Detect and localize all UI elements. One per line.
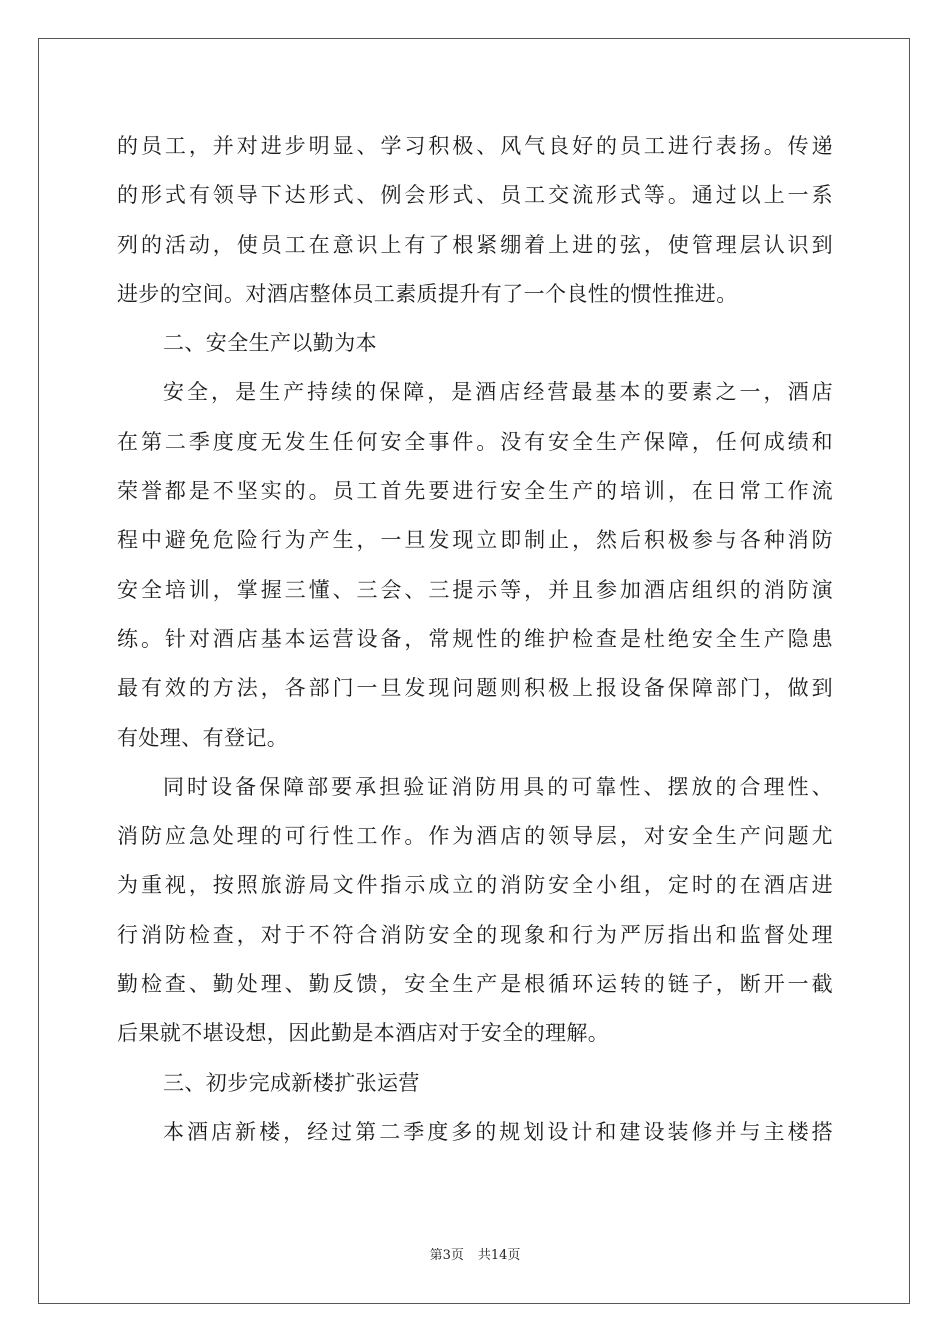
text-line: 消防应急处理的可行性工作。作为酒店的领导层，对安全生产问题尤: [117, 824, 833, 849]
text-line: 最有效的方法，各部门一旦发现问题则积极上报设备保障部门，做到: [117, 676, 833, 701]
text-line: 本酒店新楼，经过第二季度多的规划设计和建设装修并与主楼搭: [163, 1119, 833, 1144]
text-line: 同时设备保障部要承担验证消防用具的可靠性、摆放的合理性、: [163, 774, 833, 799]
text-line: 的员工，并对进步明显、学习积极、风气良好的员工进行表扬。传递: [117, 134, 833, 158]
text-line: 安全，是生产持续的保障，是酒店经营最基本的要素之一，酒店: [163, 380, 833, 405]
document-body: [117, 122, 833, 1157]
text-line: 后果就不堪设想，因此勤是本酒店对于安全的理解。: [117, 1021, 610, 1046]
text-line: 有处理、有登记。: [117, 725, 289, 750]
text-line: 荣誉都是不坚实的。员工首先要进行安全生产的培训，在日常工作流: [117, 479, 833, 504]
page-footer: [0, 1248, 950, 1264]
text-line: 为重视，按照旅游局文件指示成立的消防安全小组，定时的在酒店进: [117, 873, 833, 898]
text-line: 安全培训，掌握三懂、三会、三提示等，并且参加酒店组织的消防演: [117, 577, 833, 602]
text-line: 列的活动，使员工在意识上有了根紧绷着上进的弦，使管理层认识到: [117, 232, 833, 257]
text-line: 进步的空间。对酒店整体员工素质提升有了一个良性的惯性推进。: [117, 281, 738, 306]
text-line: 二、安全生产以勤为本: [163, 331, 377, 356]
text-line: 勤检查、勤处理、勤反馈，安全生产是根循环运转的链子，断开一截: [117, 972, 833, 997]
text-line: 三、初步完成新楼扩张运营: [163, 1070, 420, 1095]
text-line: 行消防检查，对于不符合消防安全的现象和行为严厉指出和监督处理: [117, 922, 833, 947]
text-line: 练。针对酒店基本运营设备，常规性的维护检查是杜绝安全生产隐患: [117, 626, 833, 651]
page-number: 第3页: [429, 1248, 464, 1263]
text-line: 程中避免危险行为产生，一旦发现立即制止，然后积极参与各种消防: [117, 528, 833, 553]
page-total: 共14页: [477, 1248, 521, 1263]
text-line: 的形式有领导下达形式、例会形式、员工交流形式等。通过以上一系: [117, 183, 833, 208]
text-line: 在第二季度度无发生任何安全事件。没有安全生产保障，任何成绩和: [117, 429, 833, 454]
